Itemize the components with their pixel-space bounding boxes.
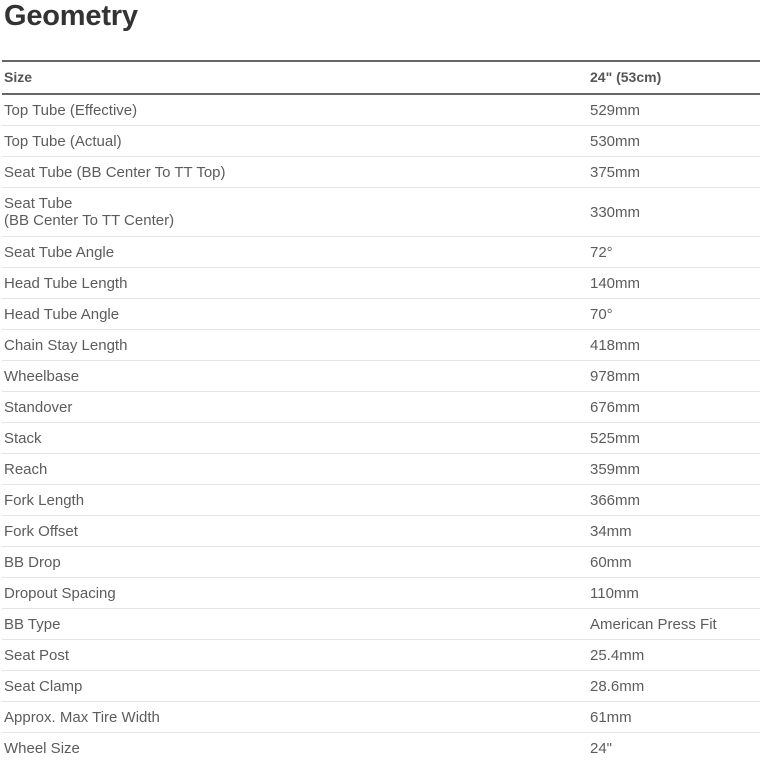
row-label: Seat Tube Angle bbox=[4, 243, 115, 261]
row-label bbox=[2, 195, 588, 229]
table-row bbox=[2, 733, 760, 763]
row-value: 28.6mm bbox=[590, 677, 645, 695]
row-label: Fork Length bbox=[4, 491, 85, 509]
row-label: BB Type bbox=[4, 615, 61, 633]
row-value: American Press Fit bbox=[590, 615, 717, 633]
row-label: BB Drop bbox=[4, 553, 61, 571]
table-row bbox=[2, 157, 760, 188]
row-label: Stack bbox=[4, 429, 42, 447]
row-value: 330mm bbox=[590, 203, 641, 221]
table-row bbox=[2, 578, 760, 609]
row-label: Head Tube Angle bbox=[4, 305, 120, 323]
row-label: Seat Tube (BB Center To TT Top) bbox=[4, 163, 226, 181]
row-value: 375mm bbox=[590, 163, 641, 181]
table-row bbox=[2, 702, 760, 733]
row-label: Fork Offset bbox=[4, 522, 78, 540]
row-label: Top Tube (Effective) bbox=[4, 101, 138, 119]
row-label: Wheel Size bbox=[4, 739, 80, 757]
row-label: Seat Post bbox=[4, 646, 70, 664]
row-label-line-2: (BB Center To TT Center) bbox=[4, 212, 175, 229]
table-row bbox=[2, 392, 760, 423]
table-row bbox=[2, 330, 760, 361]
row-value: 60mm bbox=[590, 553, 632, 571]
table-header-row bbox=[2, 62, 760, 95]
table-row bbox=[2, 126, 760, 157]
geometry-table bbox=[2, 60, 760, 763]
table-row bbox=[2, 609, 760, 640]
table-row bbox=[2, 423, 760, 454]
row-value: 61mm bbox=[590, 708, 632, 726]
row-label: Chain Stay Length bbox=[4, 336, 128, 354]
table-row bbox=[2, 361, 760, 392]
table-row bbox=[2, 188, 760, 237]
row-value: 676mm bbox=[590, 398, 641, 416]
row-value: 140mm bbox=[590, 274, 641, 292]
table-row bbox=[2, 299, 760, 330]
row-value: 359mm bbox=[590, 460, 641, 478]
row-value: 366mm bbox=[590, 491, 641, 509]
row-value: 530mm bbox=[590, 132, 641, 150]
row-label: Seat Clamp bbox=[4, 677, 83, 695]
row-value: 978mm bbox=[590, 367, 641, 385]
row-value: 70° bbox=[590, 305, 613, 323]
header-size-label: Size bbox=[4, 69, 33, 85]
header-size-value: 24" (53cm) bbox=[590, 69, 662, 85]
table-row bbox=[2, 485, 760, 516]
row-value: 525mm bbox=[590, 429, 641, 447]
row-label: Approx. Max Tire Width bbox=[4, 708, 160, 726]
table-row bbox=[2, 671, 760, 702]
table-row bbox=[2, 640, 760, 671]
row-label: Standover bbox=[4, 398, 73, 416]
table-row bbox=[2, 516, 760, 547]
table-row bbox=[2, 547, 760, 578]
row-label-line-1: Seat Tube bbox=[4, 195, 73, 212]
row-label: Dropout Spacing bbox=[4, 584, 116, 602]
row-value: 418mm bbox=[590, 336, 641, 354]
table-row bbox=[2, 237, 760, 268]
row-label: Reach bbox=[4, 460, 48, 478]
table-row bbox=[2, 268, 760, 299]
row-value: 110mm bbox=[590, 584, 639, 602]
row-value: 529mm bbox=[590, 101, 641, 119]
row-value: 24" bbox=[590, 739, 613, 757]
row-value: 34mm bbox=[590, 522, 632, 540]
row-value: 25.4mm bbox=[590, 646, 645, 664]
page-title: Geometry bbox=[4, 0, 138, 32]
row-label: Head Tube Length bbox=[4, 274, 128, 292]
table-row bbox=[2, 95, 760, 126]
row-label: Top Tube (Actual) bbox=[4, 132, 122, 150]
row-label: Wheelbase bbox=[4, 367, 80, 385]
table-row bbox=[2, 454, 760, 485]
row-value: 72° bbox=[590, 243, 613, 261]
